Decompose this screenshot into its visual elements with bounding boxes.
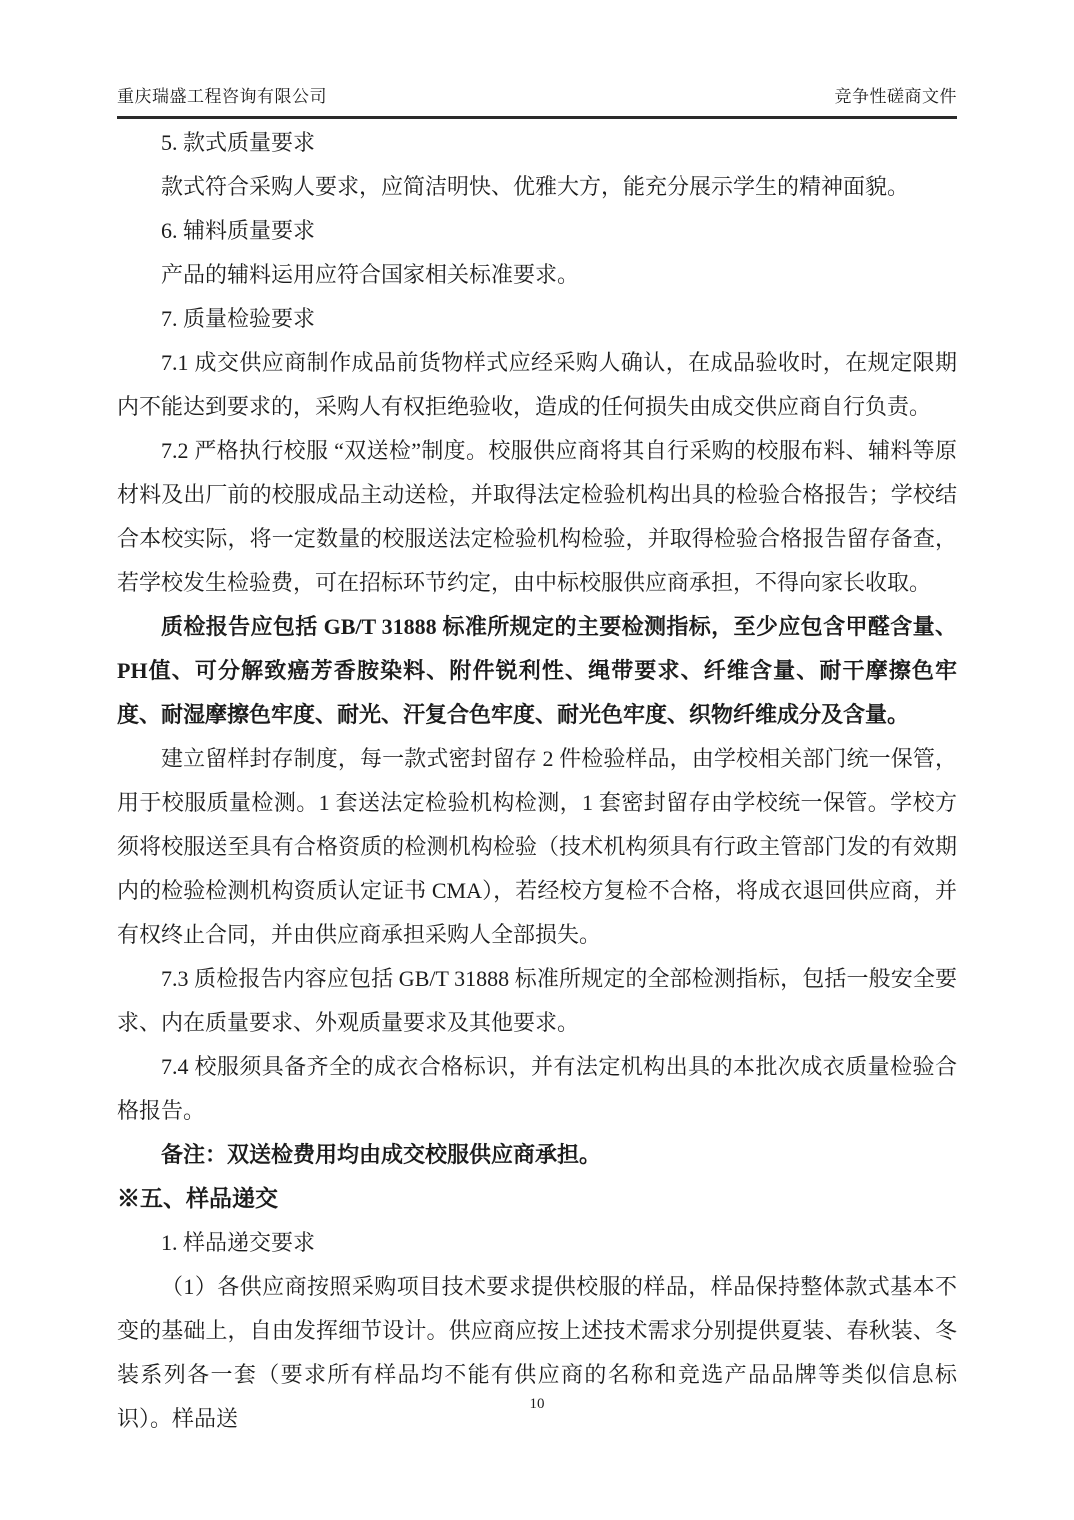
page-number: 10 xyxy=(529,1396,545,1412)
paragraph: 款式符合采购人要求，应简洁明快、优雅大方，能充分展示学生的精神面貌。 xyxy=(161,174,910,199)
paragraph-sample-retention: 建立留样封存制度，每一款式密封留存 2 件检验样品，由学校相关部门统一保管，用于校服质量检测。1 套送法定检验机构检测，1 套密封留存由学校统一保管。学校方须将校服送至具有合格资质的检测机构检验（技术机构须具有行政主管部门发的有效期内的检验检测机构资质认定证书 CMA），若经校方复检不合格，将成衣退回供应商，并有权终止合同，并由供应商承担采购人全部损失。 xyxy=(117,746,957,947)
section-heading-quality-inspection: 7. 质量检验要求 xyxy=(161,306,316,331)
paragraph-7-2: 7.2 严格执行校服 “双送检”制度。校服供应商将其自行采购的校服布料、辅料等原材料及出厂前的校服成品主动送检，并取得法定检验机构出具的检验合格报告；学校结合本校实际，将一定数量的校服送法定检验机构检验，并取得检验合格报告留存备查，若学校发生检验费，可在招标环节约定，由中标校服供应商承担，不得向家长收取。 xyxy=(117,438,957,595)
section-heading-accessory-quality: 6. 辅料质量要求 xyxy=(161,218,316,243)
page-header xyxy=(117,82,957,119)
section-heading-sample-submission: ※五、样品递交 xyxy=(117,1186,278,1211)
page-footer xyxy=(0,1396,1074,1413)
paragraph-inspection-indicators: 质检报告应包括 GB/T 31888 标准所规定的主要检测指标，至少应包含甲醛含量、PH值、可分解致癌芳香胺染料、附件锐利性、绳带要求、纤维含量、耐干摩擦色牢度、耐湿摩擦色牢度、耐光、汗复合色牢度、耐光色牢度、织物纤维成分及含量。 xyxy=(117,614,957,727)
section-heading-style-quality: 5. 款式质量要求 xyxy=(161,130,316,155)
header-doc-type: 竞争性磋商文件 xyxy=(834,87,957,106)
paragraph-remark: 备注：双送检费用均由成交校服供应商承担。 xyxy=(161,1142,602,1167)
paragraph-7-4: 7.4 校服须具备齐全的成衣合格标识，并有法定机构出具的本批次成衣质量检验合格报告。 xyxy=(117,1054,957,1123)
paragraph-7-3: 7.3 质检报告内容应包括 GB/T 31888 标准所规定的全部检测指标，包括一般安全要求、内在质量要求、外观质量要求及其他要求。 xyxy=(117,966,957,1035)
section-heading-sample-requirements: 1. 样品递交要求 xyxy=(161,1230,316,1255)
paragraph: 产品的辅料运用应符合国家相关标准要求。 xyxy=(161,262,580,287)
paragraph-sample-item-1: （1）各供应商按照采购项目技术要求提供校服的样品，样品保持整体款式基本不变的基础上，自由发挥细节设计。供应商应按上述技术需求分别提供夏装、春秋装、冬装系列各一套（要求所有样品均不能有供应商的名称和竞选产品品牌等类似信息标识）。样品送 xyxy=(117,1274,957,1431)
document-body xyxy=(117,121,957,1441)
header-company-name: 重庆瑞盛工程咨询有限公司 xyxy=(117,87,327,106)
paragraph-7-1: 7.1 成交供应商制作成品前货物样式应经采购人确认，在成品验收时，在规定限期内不能达到要求的，采购人有权拒绝验收，造成的任何损失由成交供应商自行负责。 xyxy=(117,350,957,419)
